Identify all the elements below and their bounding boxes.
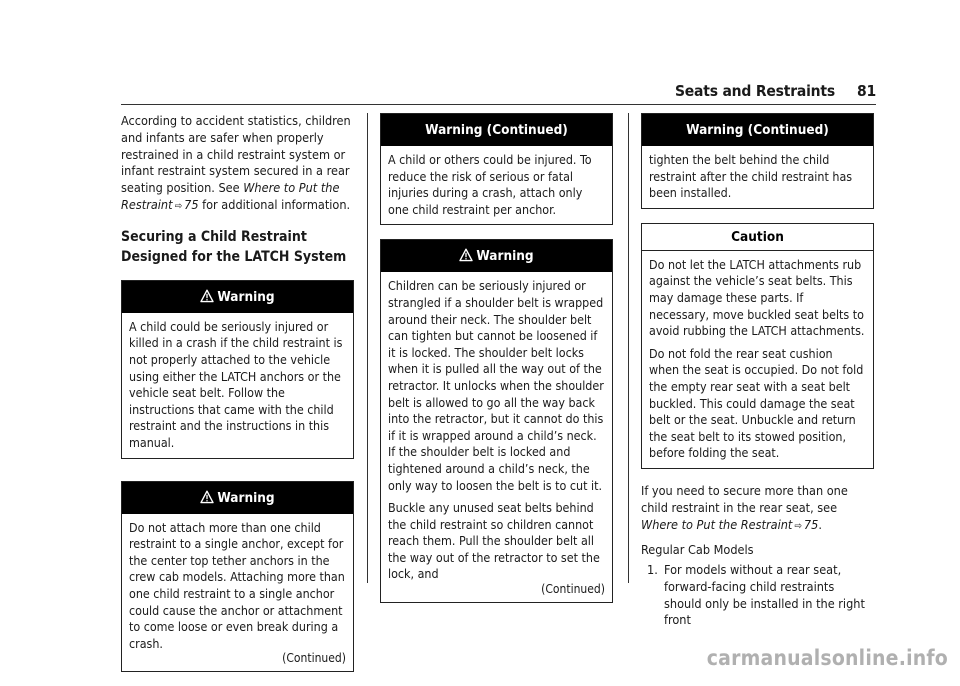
warning-body: Children can be seriously injured or strangled if a shoulder belt is wrapped around their neck. The shoulder belt can tighten but cannot be loosened if it is locked. The shoulder belt locks when it is pulled all the way out of the retractor. It unlocks when the shoulder belt is allowed to go all the way back into the retractor, but it cannot do this if it is wrapped around a child’s neck. If the shoulder belt is locked and tightened around a child’s neck, the only way to loosen the belt is to cut it. Buckle any unused seat belts behind the child restraint so children cannot reach them. Pull the shoulder belt all the way out of the retractor to set the lock, and (Continued) bbox=[388, 278, 605, 597]
column-divider-1 bbox=[367, 113, 368, 583]
cross-reference-link[interactable]: Where to Put the Restraint bbox=[641, 516, 793, 532]
watermark: carmanualsonline.info bbox=[706, 646, 948, 670]
list-item-text: For models without a rear seat, forward-facing child restraints should only be installed in the right front bbox=[664, 562, 865, 628]
caution-header: Caution bbox=[642, 224, 873, 251]
warning-body: A child or others could be injured. To reduce the risk of serious or fatal injuries during a crash, attach only one child restraint per anchor. bbox=[388, 152, 592, 217]
warning-triangle-icon bbox=[459, 248, 473, 262]
section-subheading: Securing a Child Restraint Designed for the LATCH System bbox=[121, 228, 347, 265]
caution-box bbox=[641, 223, 874, 469]
regular-cab-heading: Regular Cab Models bbox=[641, 542, 754, 558]
warning-box-single-anchor bbox=[121, 481, 354, 673]
cross-reference-link[interactable]: Where to Put the Restraint bbox=[121, 180, 340, 212]
column-2 bbox=[380, 113, 613, 617]
continued-label: (Continued) bbox=[282, 651, 346, 666]
warning-box-latch bbox=[121, 280, 354, 459]
header-rule bbox=[121, 104, 876, 105]
page-number: 81 bbox=[856, 82, 876, 100]
warning-triangle-icon bbox=[200, 289, 214, 303]
caution-body: Do not let the LATCH attachments rub against the vehicle’s seat belts. This may damage these parts. If necessary, move buckled seat belts to avoid rubbing the LATCH attachments. Do not fold the rear seat cushion when the seat is occupied. Do not fold the empty rear seat with a seat belt buckled. This could damage the seat belt or the seat. Unbuckle and return the seat belt to its stowed position, before folding the seat. bbox=[649, 256, 865, 461]
warning-header: Warning bbox=[122, 482, 353, 514]
warning-header: Warning bbox=[381, 240, 612, 272]
list-item bbox=[641, 562, 874, 629]
column-divider-2 bbox=[628, 113, 629, 583]
warning-box-shoulder-belt bbox=[380, 239, 613, 603]
warning-continued-header: Warning (Continued) bbox=[381, 114, 612, 146]
cross-reference-page[interactable]: 75 bbox=[803, 516, 819, 532]
cross-reference-page[interactable]: 75 bbox=[184, 196, 199, 212]
list-item-number: 1. bbox=[647, 562, 658, 578]
warning-header: Warning bbox=[122, 281, 353, 313]
page-header bbox=[675, 82, 876, 100]
reference-arrow-icon: ⇨ bbox=[794, 520, 802, 532]
reference-arrow-icon: ⇨ bbox=[174, 200, 183, 212]
column-3 bbox=[641, 113, 874, 629]
warning-body: Do not attach more than one child restraint to a single anchor, except for the center top tether anchors in the crew cab models. Attaching more than one child restraint to a single anchor could cause the anchor or attachment to come loose or even break during a crash. (Continued) bbox=[129, 519, 346, 666]
warning-body: A child could be seriously injured or killed in a crash if the child restraint is not properly attached to the vehicle using either the LATCH anchors or the vehicle seat belt. Follow the instructions that came with the child restraint and the instructions in this manual. bbox=[129, 318, 343, 450]
warning-body: tighten the belt behind the child restraint after the child restraint has been installed. bbox=[649, 152, 853, 201]
intro-paragraph: According to accident statistics, children and infants are safer when properly restrained in a child restraint system or infant restraint system secured in a rear seating position. See Where to Put the Restraint ⇨ 75 for additional information. bbox=[121, 113, 351, 212]
column-1 bbox=[121, 113, 354, 686]
warning-triangle-icon bbox=[200, 490, 214, 504]
warning-continued-box bbox=[380, 113, 613, 225]
section-title: Seats and Restraints bbox=[674, 82, 835, 100]
continued-label: (Continued) bbox=[541, 582, 605, 597]
warning-continued-box bbox=[641, 113, 874, 209]
multi-restraint-paragraph: If you need to secure more than one child restraint in the rear seat, see Where to Put the Restraint ⇨ 75. bbox=[641, 482, 848, 532]
warning-continued-header: Warning (Continued) bbox=[642, 114, 873, 146]
